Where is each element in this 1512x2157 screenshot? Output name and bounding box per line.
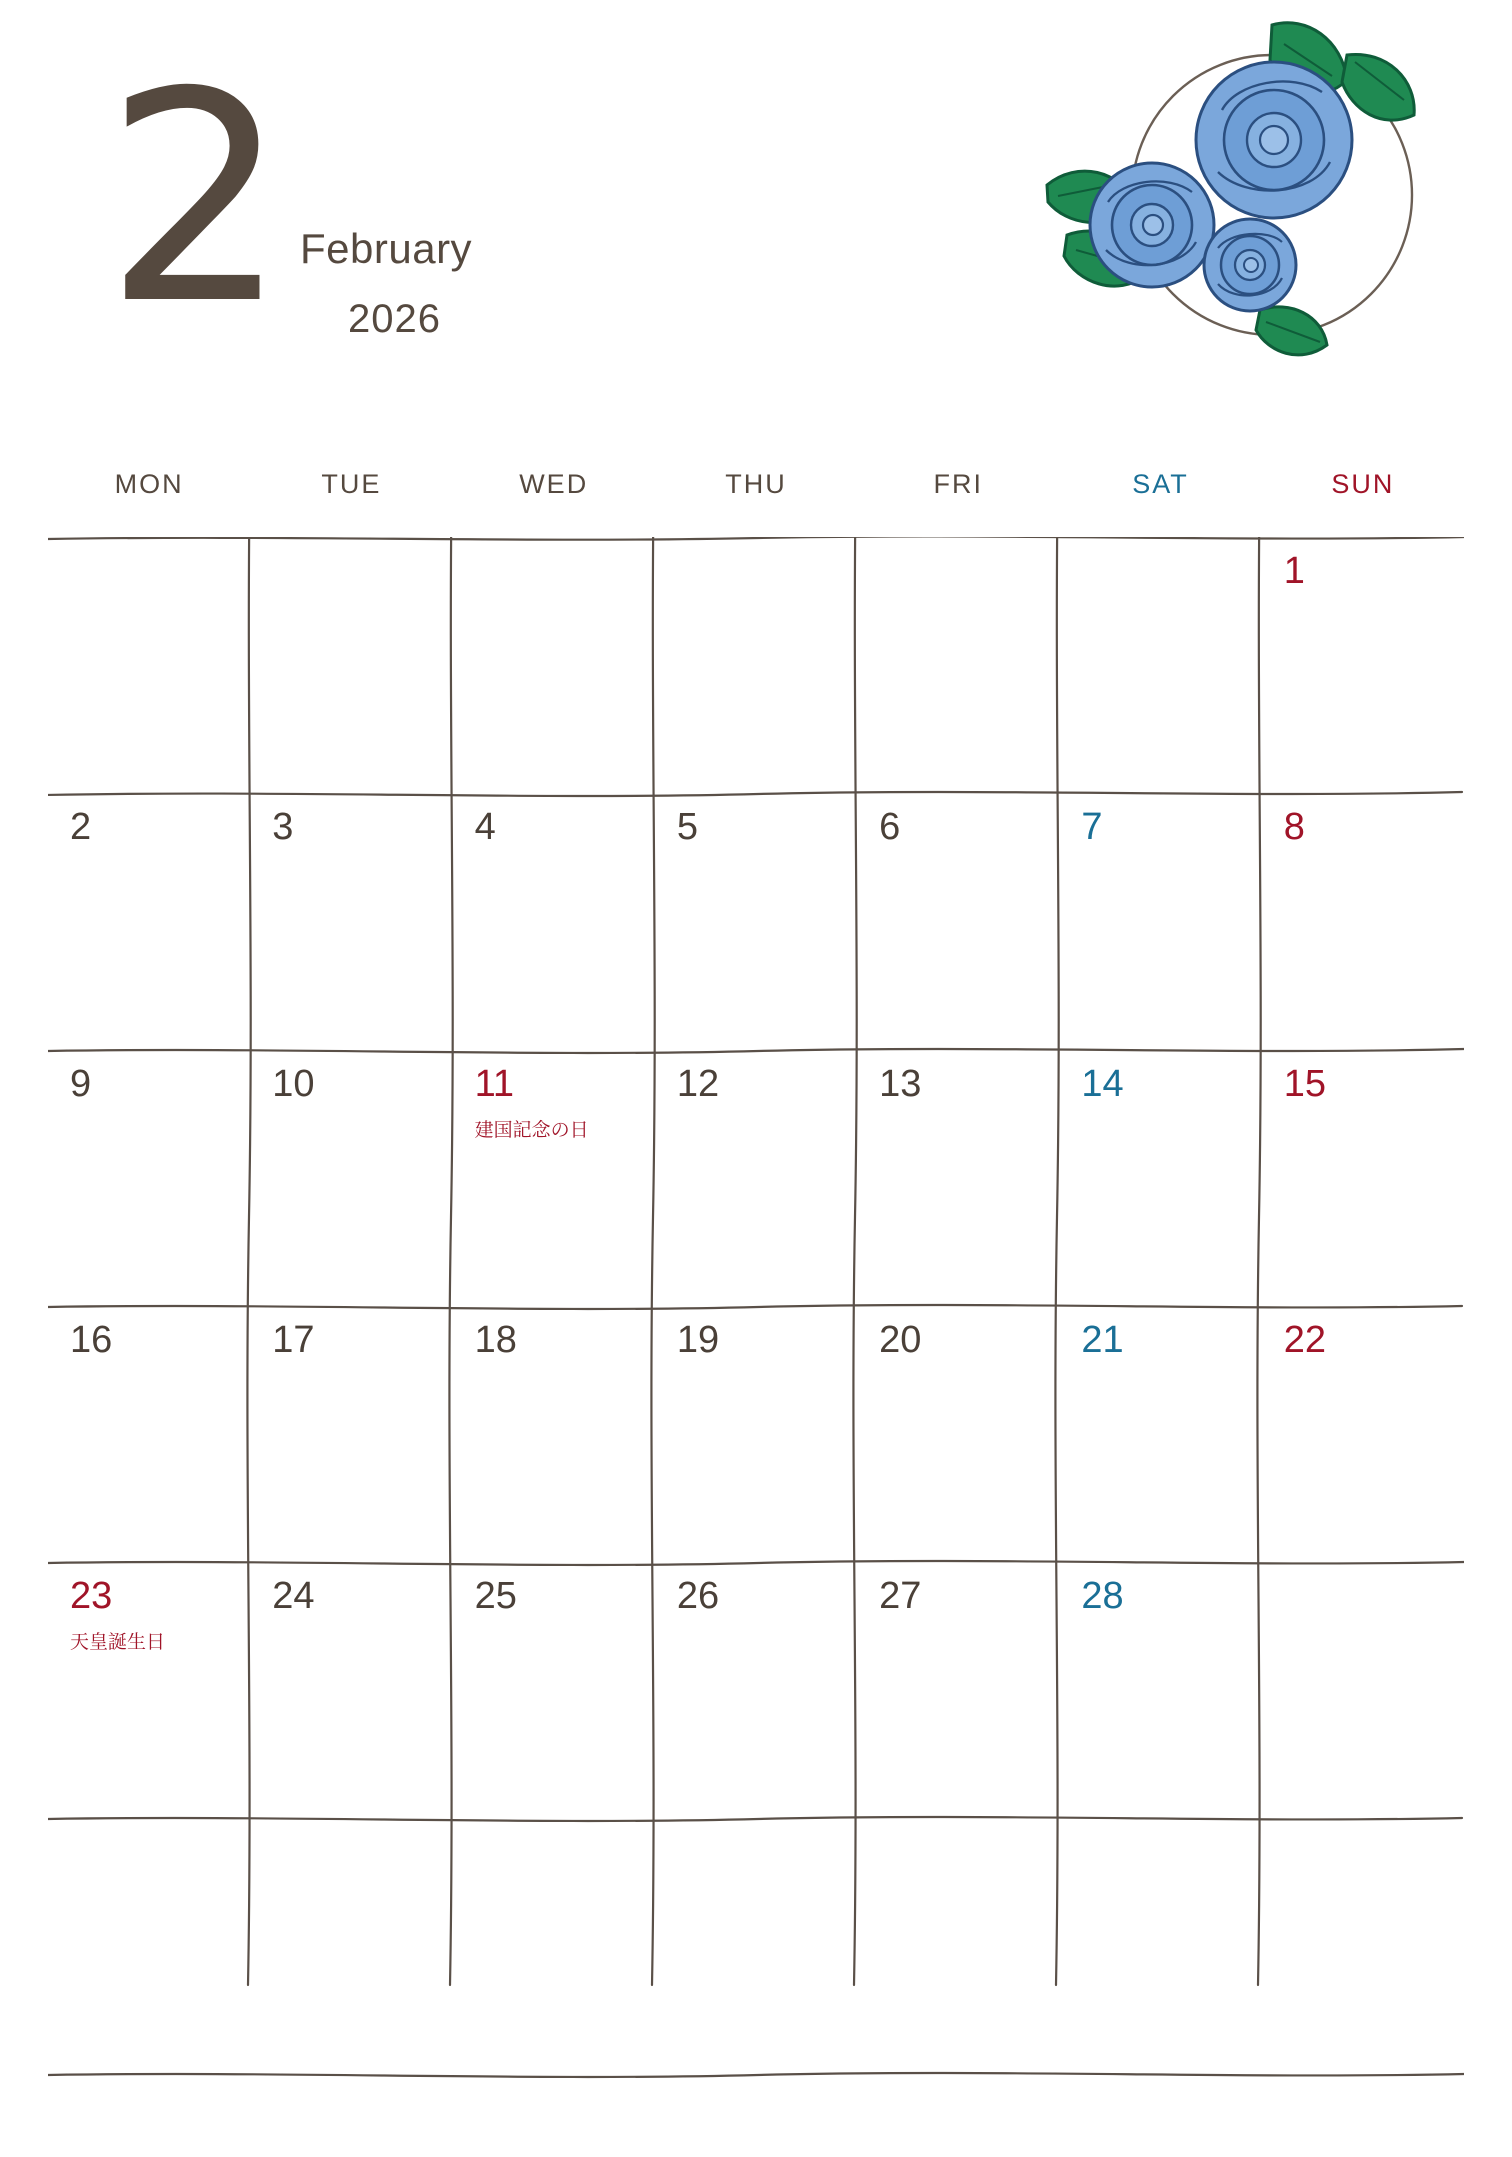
weekday-tue: TUE — [321, 469, 382, 499]
month-name: February — [300, 225, 473, 272]
day-number: 10 — [272, 1062, 315, 1105]
weekday-wed: WED — [519, 469, 589, 499]
day-number: 13 — [879, 1062, 922, 1105]
weekday-fri: FRI — [933, 469, 984, 499]
day-number: 8 — [1283, 806, 1305, 849]
weekday-sat: SAT — [1132, 469, 1189, 499]
day-number: 24 — [272, 1575, 315, 1618]
day-cell[interactable] — [453, 537, 655, 793]
day-cell[interactable] — [1059, 1562, 1261, 1818]
day-number: 14 — [1081, 1062, 1124, 1105]
day-cell[interactable] — [1059, 1050, 1261, 1306]
day-cell[interactable] — [857, 537, 1059, 793]
week-row — [48, 537, 1464, 793]
day-cell[interactable] — [48, 1562, 250, 1818]
day-cell[interactable] — [48, 1818, 250, 2074]
day-cell[interactable] — [1059, 793, 1261, 1049]
day-cell[interactable] — [453, 1306, 655, 1562]
day-number: 1 — [1283, 550, 1305, 592]
day-number: 16 — [70, 1318, 113, 1361]
day-cell[interactable] — [655, 1050, 857, 1306]
weekday-header-row — [48, 455, 1464, 537]
day-cell[interactable] — [453, 1562, 655, 1818]
day-cell[interactable] — [1262, 1562, 1464, 1818]
month-number: 2 — [104, 31, 283, 368]
holiday-label: 天皇誕生日 — [70, 1631, 166, 1654]
day-cell[interactable] — [655, 537, 857, 793]
day-number: 20 — [879, 1318, 922, 1361]
calendar-header — [0, 0, 1512, 430]
day-cell[interactable] — [1059, 537, 1261, 793]
blue-roses-illustration-icon — [1022, 10, 1452, 410]
day-number: 26 — [676, 1575, 720, 1618]
day-number: 12 — [676, 1062, 720, 1105]
week-row — [48, 793, 1464, 1049]
day-number: 9 — [70, 1062, 92, 1105]
day-cell[interactable] — [655, 1818, 857, 2074]
day-cell[interactable] — [655, 1306, 857, 1562]
calendar-grid — [48, 455, 1464, 2075]
holiday-label: 建国記念の日 — [474, 1118, 589, 1141]
day-cell[interactable] — [857, 1306, 1059, 1562]
day-cell[interactable] — [655, 1562, 857, 1818]
day-cell[interactable] — [250, 537, 452, 793]
day-cell[interactable] — [1059, 1818, 1261, 2074]
day-cell[interactable] — [857, 1818, 1059, 2074]
day-cell[interactable] — [48, 1050, 250, 1306]
week-row — [48, 1050, 1464, 1306]
weekday-thu: THU — [725, 469, 787, 499]
day-cell[interactable] — [1262, 1306, 1464, 1562]
weekday-sun: SUN — [1331, 469, 1395, 499]
day-cell[interactable] — [1262, 1818, 1464, 2074]
day-cell[interactable] — [1059, 1306, 1261, 1562]
day-number: 2 — [70, 806, 92, 849]
day-number: 4 — [474, 806, 496, 849]
day-cell[interactable] — [48, 537, 250, 793]
day-cell[interactable] — [250, 1818, 452, 2074]
week-row — [48, 1818, 1464, 2074]
day-number: 21 — [1081, 1318, 1124, 1361]
day-cell[interactable] — [1262, 793, 1464, 1049]
day-number: 28 — [1081, 1575, 1124, 1618]
day-number: 25 — [474, 1575, 517, 1618]
day-cell[interactable] — [453, 1050, 655, 1306]
weekday-mon: MON — [114, 469, 184, 499]
day-number: 7 — [1081, 806, 1103, 849]
week-row — [48, 1306, 1464, 1562]
day-number: 5 — [676, 806, 698, 849]
year-label: 2026 — [348, 297, 441, 341]
day-cell[interactable] — [250, 1562, 452, 1818]
day-cell[interactable] — [453, 1818, 655, 2074]
day-number: 23 — [70, 1575, 113, 1618]
day-cell[interactable] — [1262, 1050, 1464, 1306]
day-cell[interactable] — [655, 793, 857, 1049]
day-cell[interactable] — [857, 1562, 1059, 1818]
day-number: 18 — [474, 1318, 517, 1361]
day-number: 19 — [676, 1318, 720, 1361]
day-cell[interactable] — [857, 1050, 1059, 1306]
day-cell[interactable] — [250, 1306, 452, 1562]
day-number: 11 — [474, 1062, 515, 1105]
day-number: 6 — [879, 806, 901, 849]
day-cell[interactable] — [857, 793, 1059, 1049]
day-number: 22 — [1283, 1318, 1326, 1361]
day-number: 17 — [272, 1318, 315, 1361]
day-cell[interactable] — [453, 793, 655, 1049]
day-number: 15 — [1283, 1062, 1326, 1105]
day-cell[interactable] — [250, 793, 452, 1049]
day-cell[interactable] — [48, 793, 250, 1049]
day-number: 27 — [879, 1575, 922, 1618]
day-number: 3 — [272, 806, 294, 849]
weeks-container — [48, 537, 1464, 2075]
day-cell[interactable] — [1262, 537, 1464, 793]
day-cell[interactable] — [48, 1306, 250, 1562]
week-row — [48, 1562, 1464, 1818]
day-cell[interactable] — [250, 1050, 452, 1306]
